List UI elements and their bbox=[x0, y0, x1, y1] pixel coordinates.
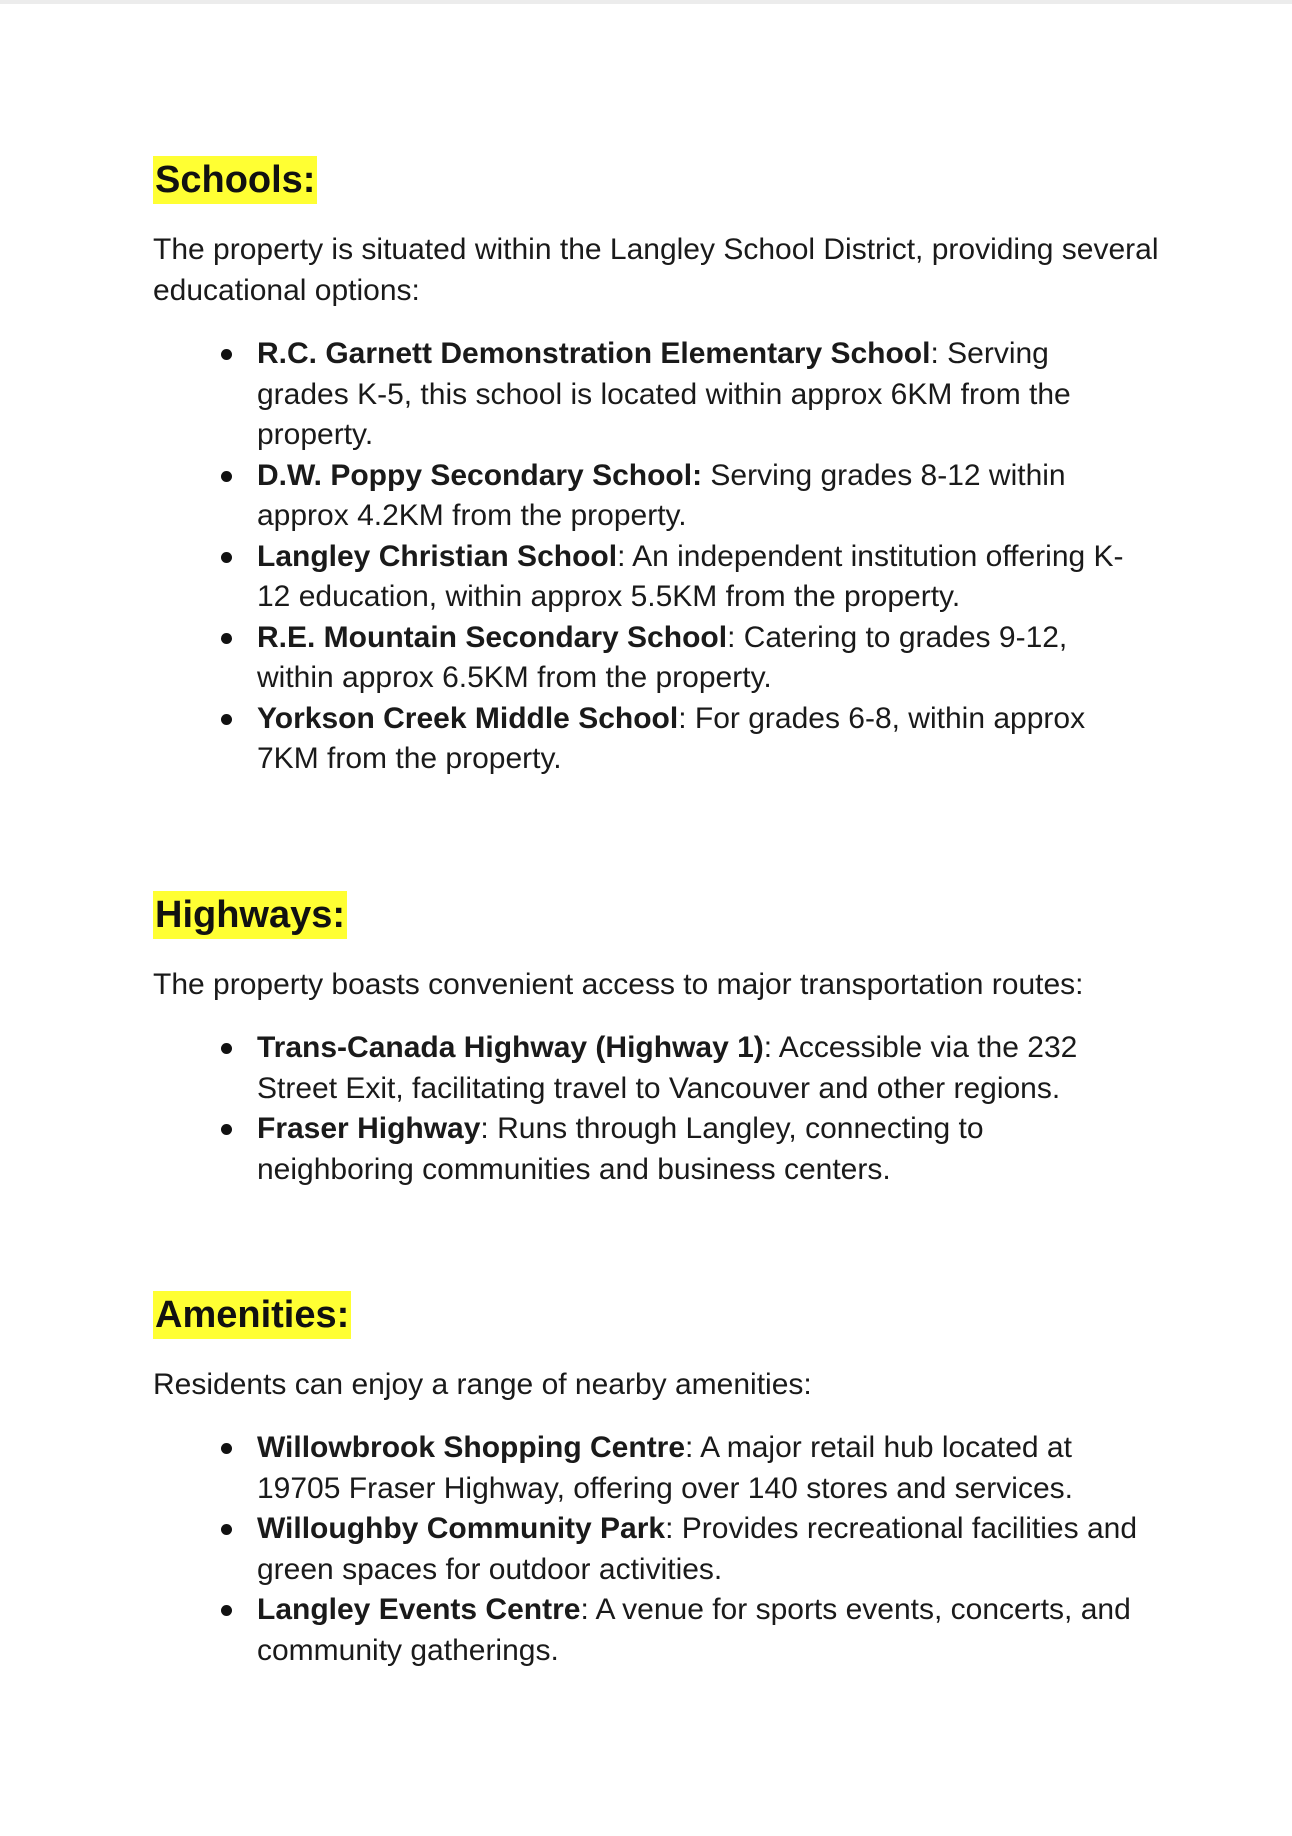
item-separator: : bbox=[617, 539, 626, 573]
item-name: Willoughby Community Park bbox=[257, 1512, 666, 1545]
item-text: Provides recreational facilities and green spaces for outdoor activities. bbox=[257, 1512, 1138, 1586]
schools-section bbox=[153, 156, 1163, 780]
item-separator: : bbox=[727, 620, 736, 654]
amenities-list bbox=[153, 1428, 1163, 1671]
item-text: A venue for sports events, concerts, and community gatherings. bbox=[257, 1593, 1131, 1667]
item-text: Serving grades 8-12 within approx 4.2KM from the property. bbox=[257, 458, 1066, 532]
schools-heading: Schools: bbox=[153, 156, 317, 204]
item-separator: : bbox=[678, 701, 687, 735]
item-name: Langley Christian School bbox=[257, 539, 618, 573]
bullet-icon bbox=[221, 714, 232, 725]
item-name: D.W. Poppy Secondary School: bbox=[257, 458, 703, 492]
item-text: Runs through Langley, connecting to neighboring communities and business centers. bbox=[257, 1112, 984, 1186]
list-item bbox=[153, 1509, 1137, 1590]
item-separator: : bbox=[763, 1031, 773, 1064]
item-text: A major retail hub located at 19705 Fraser Highway, offering over 140 stores and services. bbox=[257, 1431, 1073, 1505]
item-name: Langley Events Centre bbox=[257, 1593, 581, 1626]
item-text: Accessible via the 232 Street Exit, facilitating travel to Vancouver and other regions. bbox=[257, 1031, 1078, 1105]
item-name: Yorkson Creek Middle School bbox=[257, 701, 679, 735]
list-item bbox=[153, 1590, 1137, 1671]
item-separator: : bbox=[685, 1431, 694, 1464]
amenities-intro: Residents can enjoy a range of nearby amenities: bbox=[153, 1368, 812, 1401]
item-name: Trans-Canada Highway (Highway 1) bbox=[257, 1031, 764, 1064]
schools-intro: The property is situated within the Langley School District, providing several educational options: bbox=[153, 233, 1159, 307]
bullet-icon bbox=[221, 1524, 232, 1535]
item-text: For grades 6-8, within approx 7KM from the property. bbox=[257, 701, 1086, 775]
bullet-icon bbox=[221, 471, 232, 482]
list-item bbox=[153, 699, 1137, 780]
highways-intro: The property boasts convenient access to major transportation routes: bbox=[153, 968, 1084, 1001]
list-item bbox=[153, 1028, 1137, 1109]
item-name: Fraser Highway bbox=[257, 1112, 481, 1145]
schools-list bbox=[153, 334, 1163, 780]
item-text: An independent institution offering K-12 education, within approx 5.5KM from the property. bbox=[257, 539, 1124, 613]
item-separator: : bbox=[665, 1512, 674, 1545]
list-item bbox=[153, 456, 1137, 537]
bullet-icon bbox=[221, 633, 232, 644]
highways-heading: Highways: bbox=[153, 891, 347, 939]
page-top-edge bbox=[0, 0, 1292, 4]
item-separator: : bbox=[580, 1593, 589, 1626]
bullet-icon bbox=[221, 1605, 232, 1616]
bullet-icon bbox=[221, 1043, 232, 1054]
item-separator: : bbox=[480, 1112, 489, 1145]
list-item bbox=[153, 618, 1137, 699]
item-separator: : bbox=[930, 337, 939, 370]
bullet-icon bbox=[221, 552, 232, 563]
bullet-icon bbox=[221, 1443, 232, 1454]
item-name: R.C. Garnett Demonstration Elementary School bbox=[257, 337, 931, 370]
item-name: Willowbrook Shopping Centre bbox=[257, 1431, 686, 1464]
list-item bbox=[153, 334, 1137, 456]
item-text: Serving grades K-5, this school is located within approx 6KM from the property. bbox=[257, 337, 1071, 451]
highways-section bbox=[153, 891, 1163, 1190]
item-name: R.E. Mountain Secondary School bbox=[257, 620, 728, 654]
amenities-section bbox=[153, 1291, 1163, 1671]
item-text: Catering to grades 9-12, within approx 6.5KM from the property. bbox=[257, 620, 1068, 694]
bullet-icon bbox=[221, 349, 232, 360]
highways-list bbox=[153, 1028, 1163, 1190]
list-item bbox=[153, 1428, 1137, 1509]
amenities-heading: Amenities: bbox=[153, 1291, 351, 1339]
list-item bbox=[153, 537, 1137, 618]
bullet-icon bbox=[221, 1124, 232, 1135]
list-item bbox=[153, 1109, 1137, 1190]
